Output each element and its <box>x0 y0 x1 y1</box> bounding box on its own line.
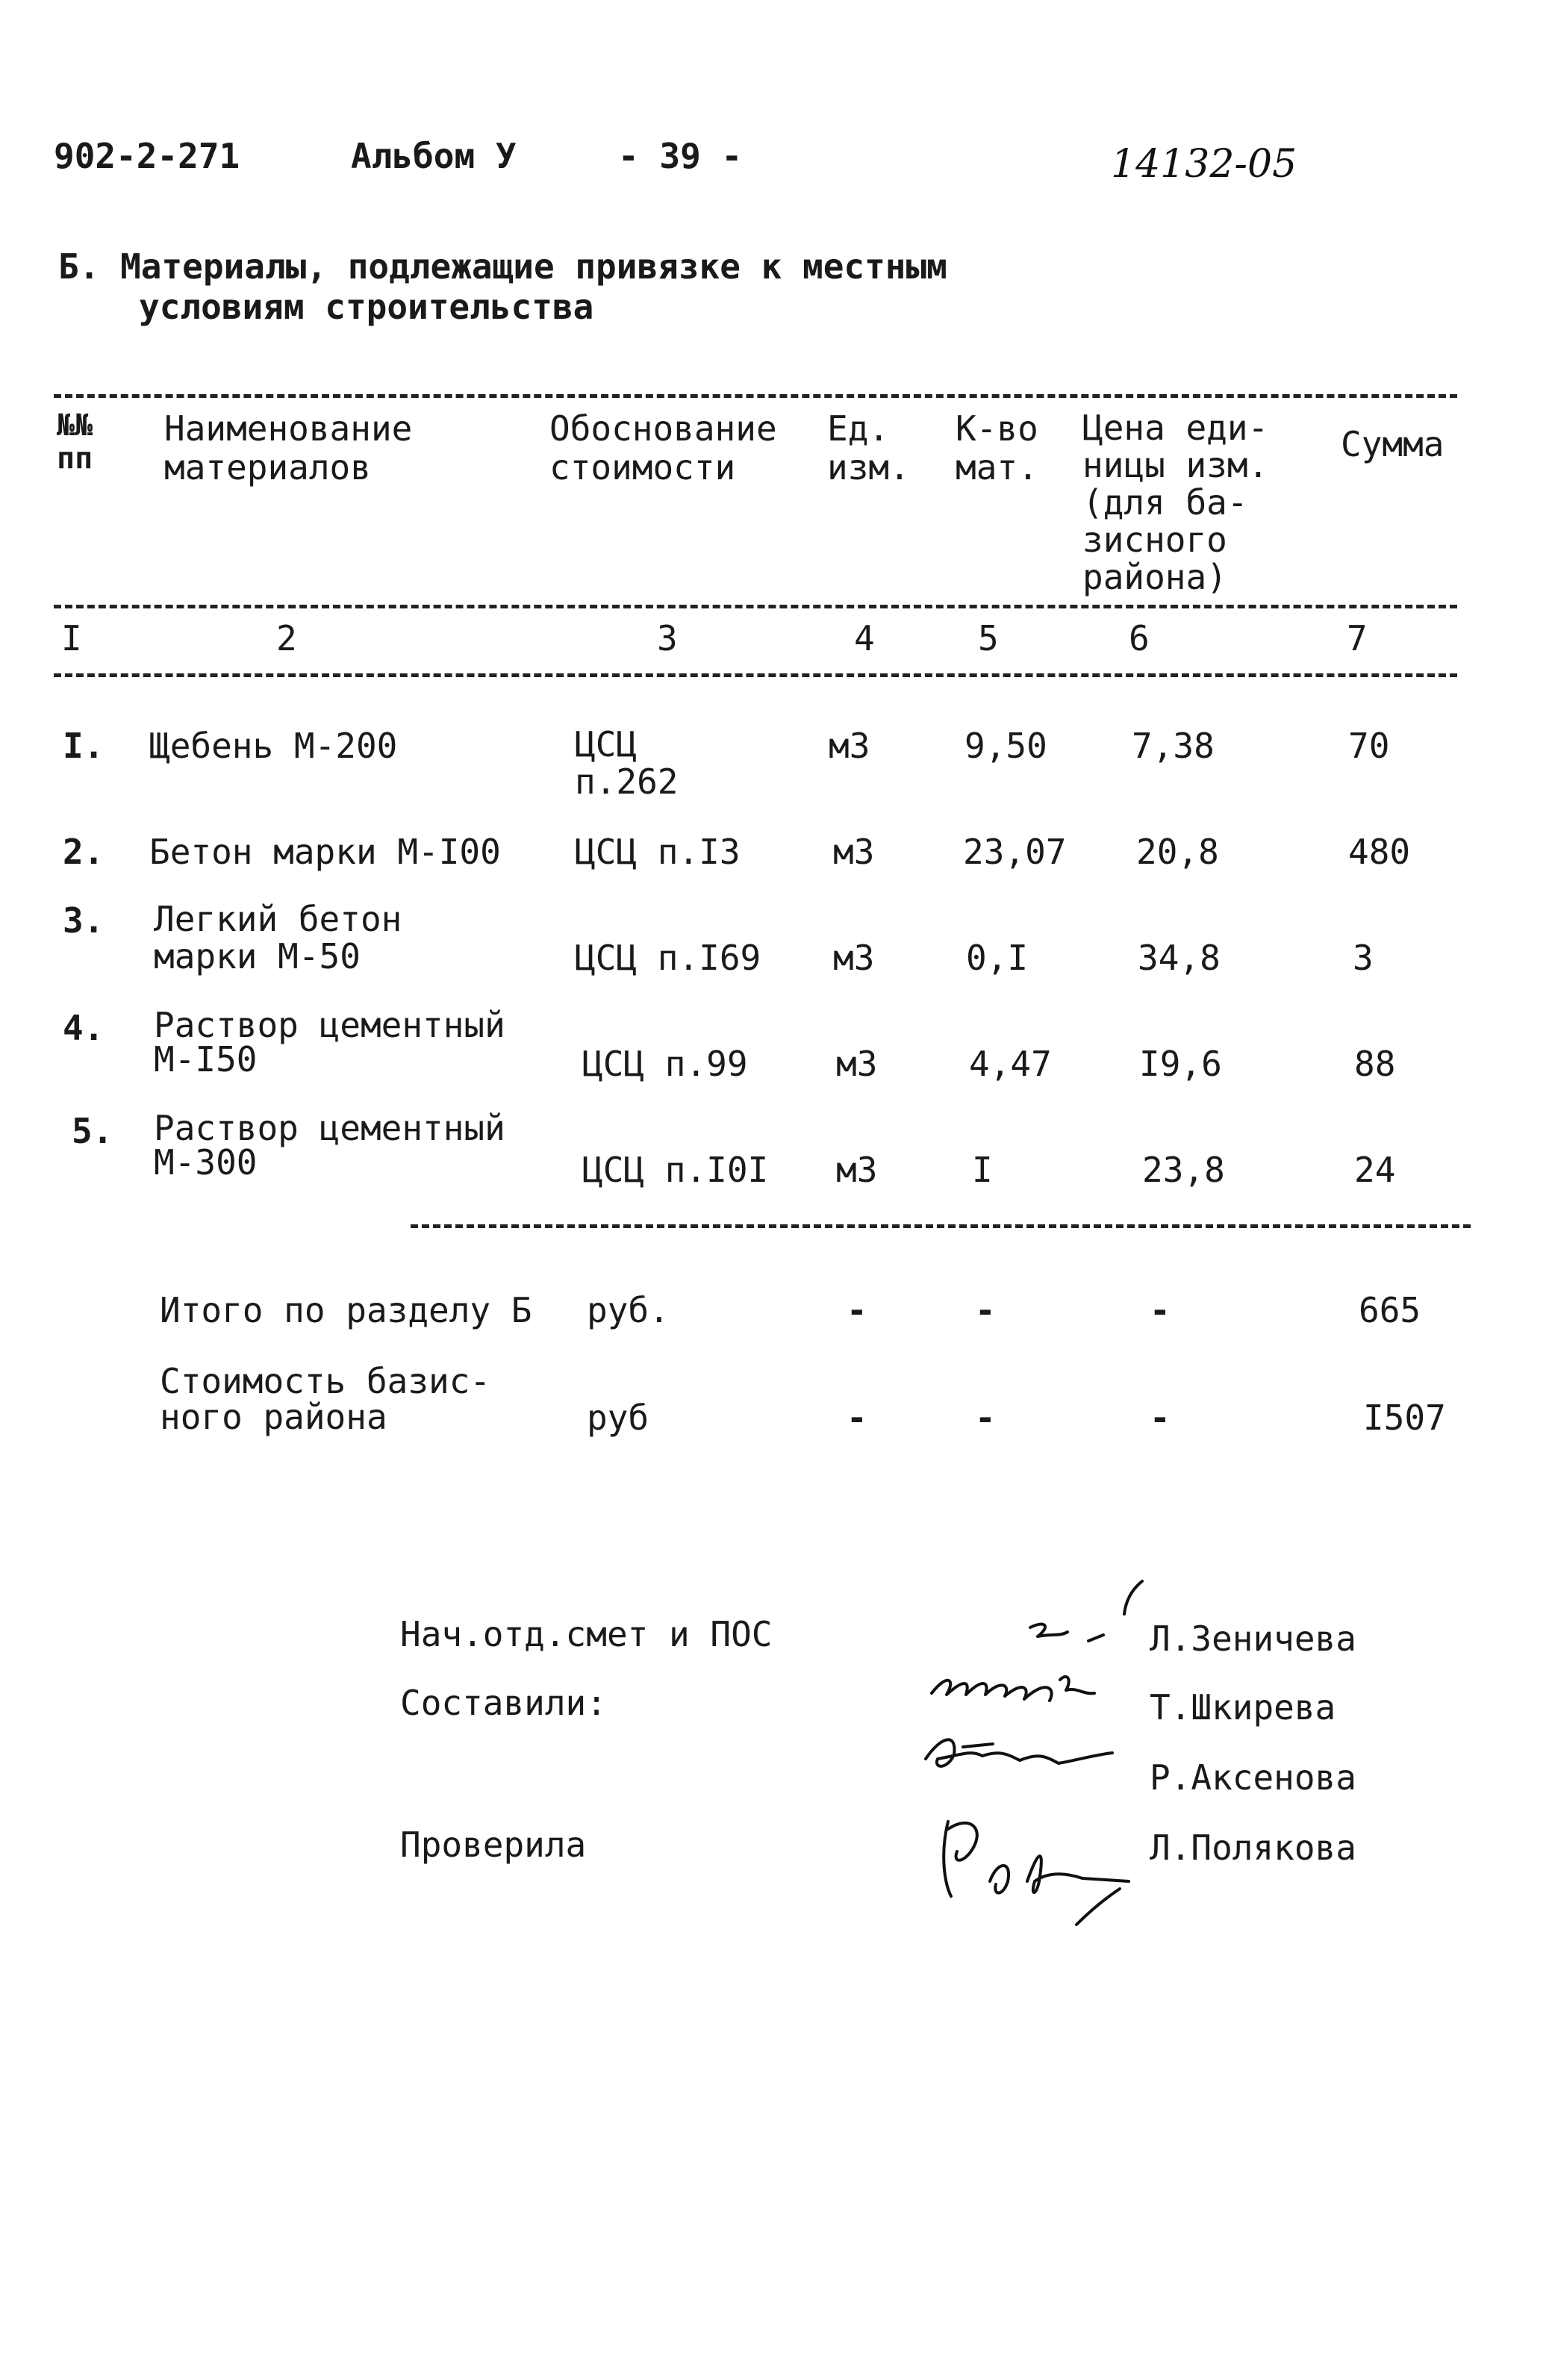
header-basis: Обоснование стоимости <box>549 408 777 487</box>
handwritten-signatures <box>918 1568 1157 1926</box>
row-num: 3. <box>63 900 105 941</box>
section-title-line2: условиям строительства <box>139 287 594 327</box>
row-qty: I <box>972 1150 993 1190</box>
row-sum: 88 <box>1354 1044 1396 1084</box>
row-qty: 0,I <box>966 938 1029 978</box>
total-unit: руб <box>587 1398 649 1438</box>
row-unit: м3 <box>833 938 875 978</box>
row-basis: ЦСЦ п.99 <box>582 1044 748 1084</box>
row-sum: 70 <box>1348 726 1390 766</box>
header-name: Наименование материалов <box>164 408 413 487</box>
row-name: Раствор цементный М-300 <box>154 1108 505 1183</box>
row-basis: ЦСЦ п.I0I <box>582 1150 769 1190</box>
col-number: 2 <box>276 618 297 658</box>
col-number: 3 <box>657 618 678 658</box>
total-label: Стоимость базис- ного района <box>160 1361 491 1437</box>
total-sum: 665 <box>1359 1290 1421 1330</box>
signer-name: Т.Шкирева <box>1150 1687 1336 1728</box>
total-dash: - <box>847 1290 867 1330</box>
row-qty: 23,07 <box>963 832 1067 872</box>
table-bottom-rule <box>411 1224 1471 1228</box>
row-sum: 3 <box>1353 938 1374 978</box>
total-dash: - <box>847 1398 867 1438</box>
row-unit: м3 <box>833 832 875 872</box>
header-num: №№ пп <box>57 408 93 476</box>
head-label: Нач.отд.смет и ПОС <box>400 1614 773 1654</box>
total-dash: - <box>975 1398 996 1438</box>
row-basis: ЦСЦ п.I3 <box>575 832 741 872</box>
col-number: I <box>61 618 82 658</box>
row-sum: 24 <box>1354 1150 1396 1190</box>
row-qty: 9,50 <box>964 726 1047 766</box>
album-label: Альбом У <box>351 136 517 176</box>
total-sum: I507 <box>1363 1398 1446 1438</box>
row-price: 20,8 <box>1136 832 1219 872</box>
col-number: 5 <box>978 618 999 658</box>
header-bottom-rule <box>54 605 1457 608</box>
row-unit: м3 <box>829 726 870 766</box>
signer-name: Л.Зеничева <box>1150 1619 1356 1659</box>
row-num: 5. <box>72 1111 113 1151</box>
row-name: Бетон марки М-I00 <box>149 832 501 872</box>
table-top-rule <box>54 394 1457 398</box>
row-price: 34,8 <box>1138 938 1221 978</box>
row-num: 2. <box>63 832 105 872</box>
total-dash: - <box>1150 1290 1171 1330</box>
compiled-label: Составили: <box>400 1683 607 1723</box>
row-basis: ЦСЦ п.I69 <box>575 938 761 978</box>
checked-label: Проверила <box>400 1825 587 1865</box>
header-unit: Ед. изм. <box>827 408 910 487</box>
row-num: I. <box>63 726 105 766</box>
row-unit: м3 <box>836 1044 878 1084</box>
signer-name: Л.Полякова <box>1150 1828 1356 1868</box>
col-numbers-rule <box>54 673 1457 677</box>
row-price: 7,38 <box>1132 726 1215 766</box>
total-unit: руб. <box>587 1290 670 1330</box>
col-number: 7 <box>1347 618 1368 658</box>
col-number: 6 <box>1129 618 1150 658</box>
handwritten-doc-number: 14132-05 <box>1111 142 1297 187</box>
row-name: Легкий бетон марки М-50 <box>154 899 402 976</box>
header-sum: Сумма <box>1341 424 1445 464</box>
row-unit: м3 <box>836 1150 878 1190</box>
doc-code: 902-2-271 <box>54 136 240 176</box>
signer-name: Р.Аксенова <box>1150 1757 1356 1798</box>
header-qty: К-во мат. <box>956 408 1038 487</box>
row-num: 4. <box>63 1008 105 1048</box>
row-sum: 480 <box>1348 832 1411 872</box>
row-qty: 4,47 <box>969 1044 1052 1084</box>
row-name: Раствор цементный М-I50 <box>154 1005 505 1080</box>
page-number: - 39 - <box>618 136 743 176</box>
row-price: I9,6 <box>1139 1044 1222 1084</box>
row-name: Щебень М-200 <box>149 726 398 766</box>
row-price: 23,8 <box>1142 1150 1225 1190</box>
row-basis: ЦСЦ п.262 <box>575 724 679 802</box>
section-title-line1: Б. Материалы, подлежащие привязке к местным <box>58 246 947 287</box>
header-price: Цена еди- ницы изм. (для ба- зисного района) <box>1082 408 1269 597</box>
total-label: Итого по разделу Б <box>160 1290 532 1330</box>
total-dash: - <box>975 1290 996 1330</box>
col-number: 4 <box>854 618 875 658</box>
total-dash: - <box>1150 1398 1171 1438</box>
